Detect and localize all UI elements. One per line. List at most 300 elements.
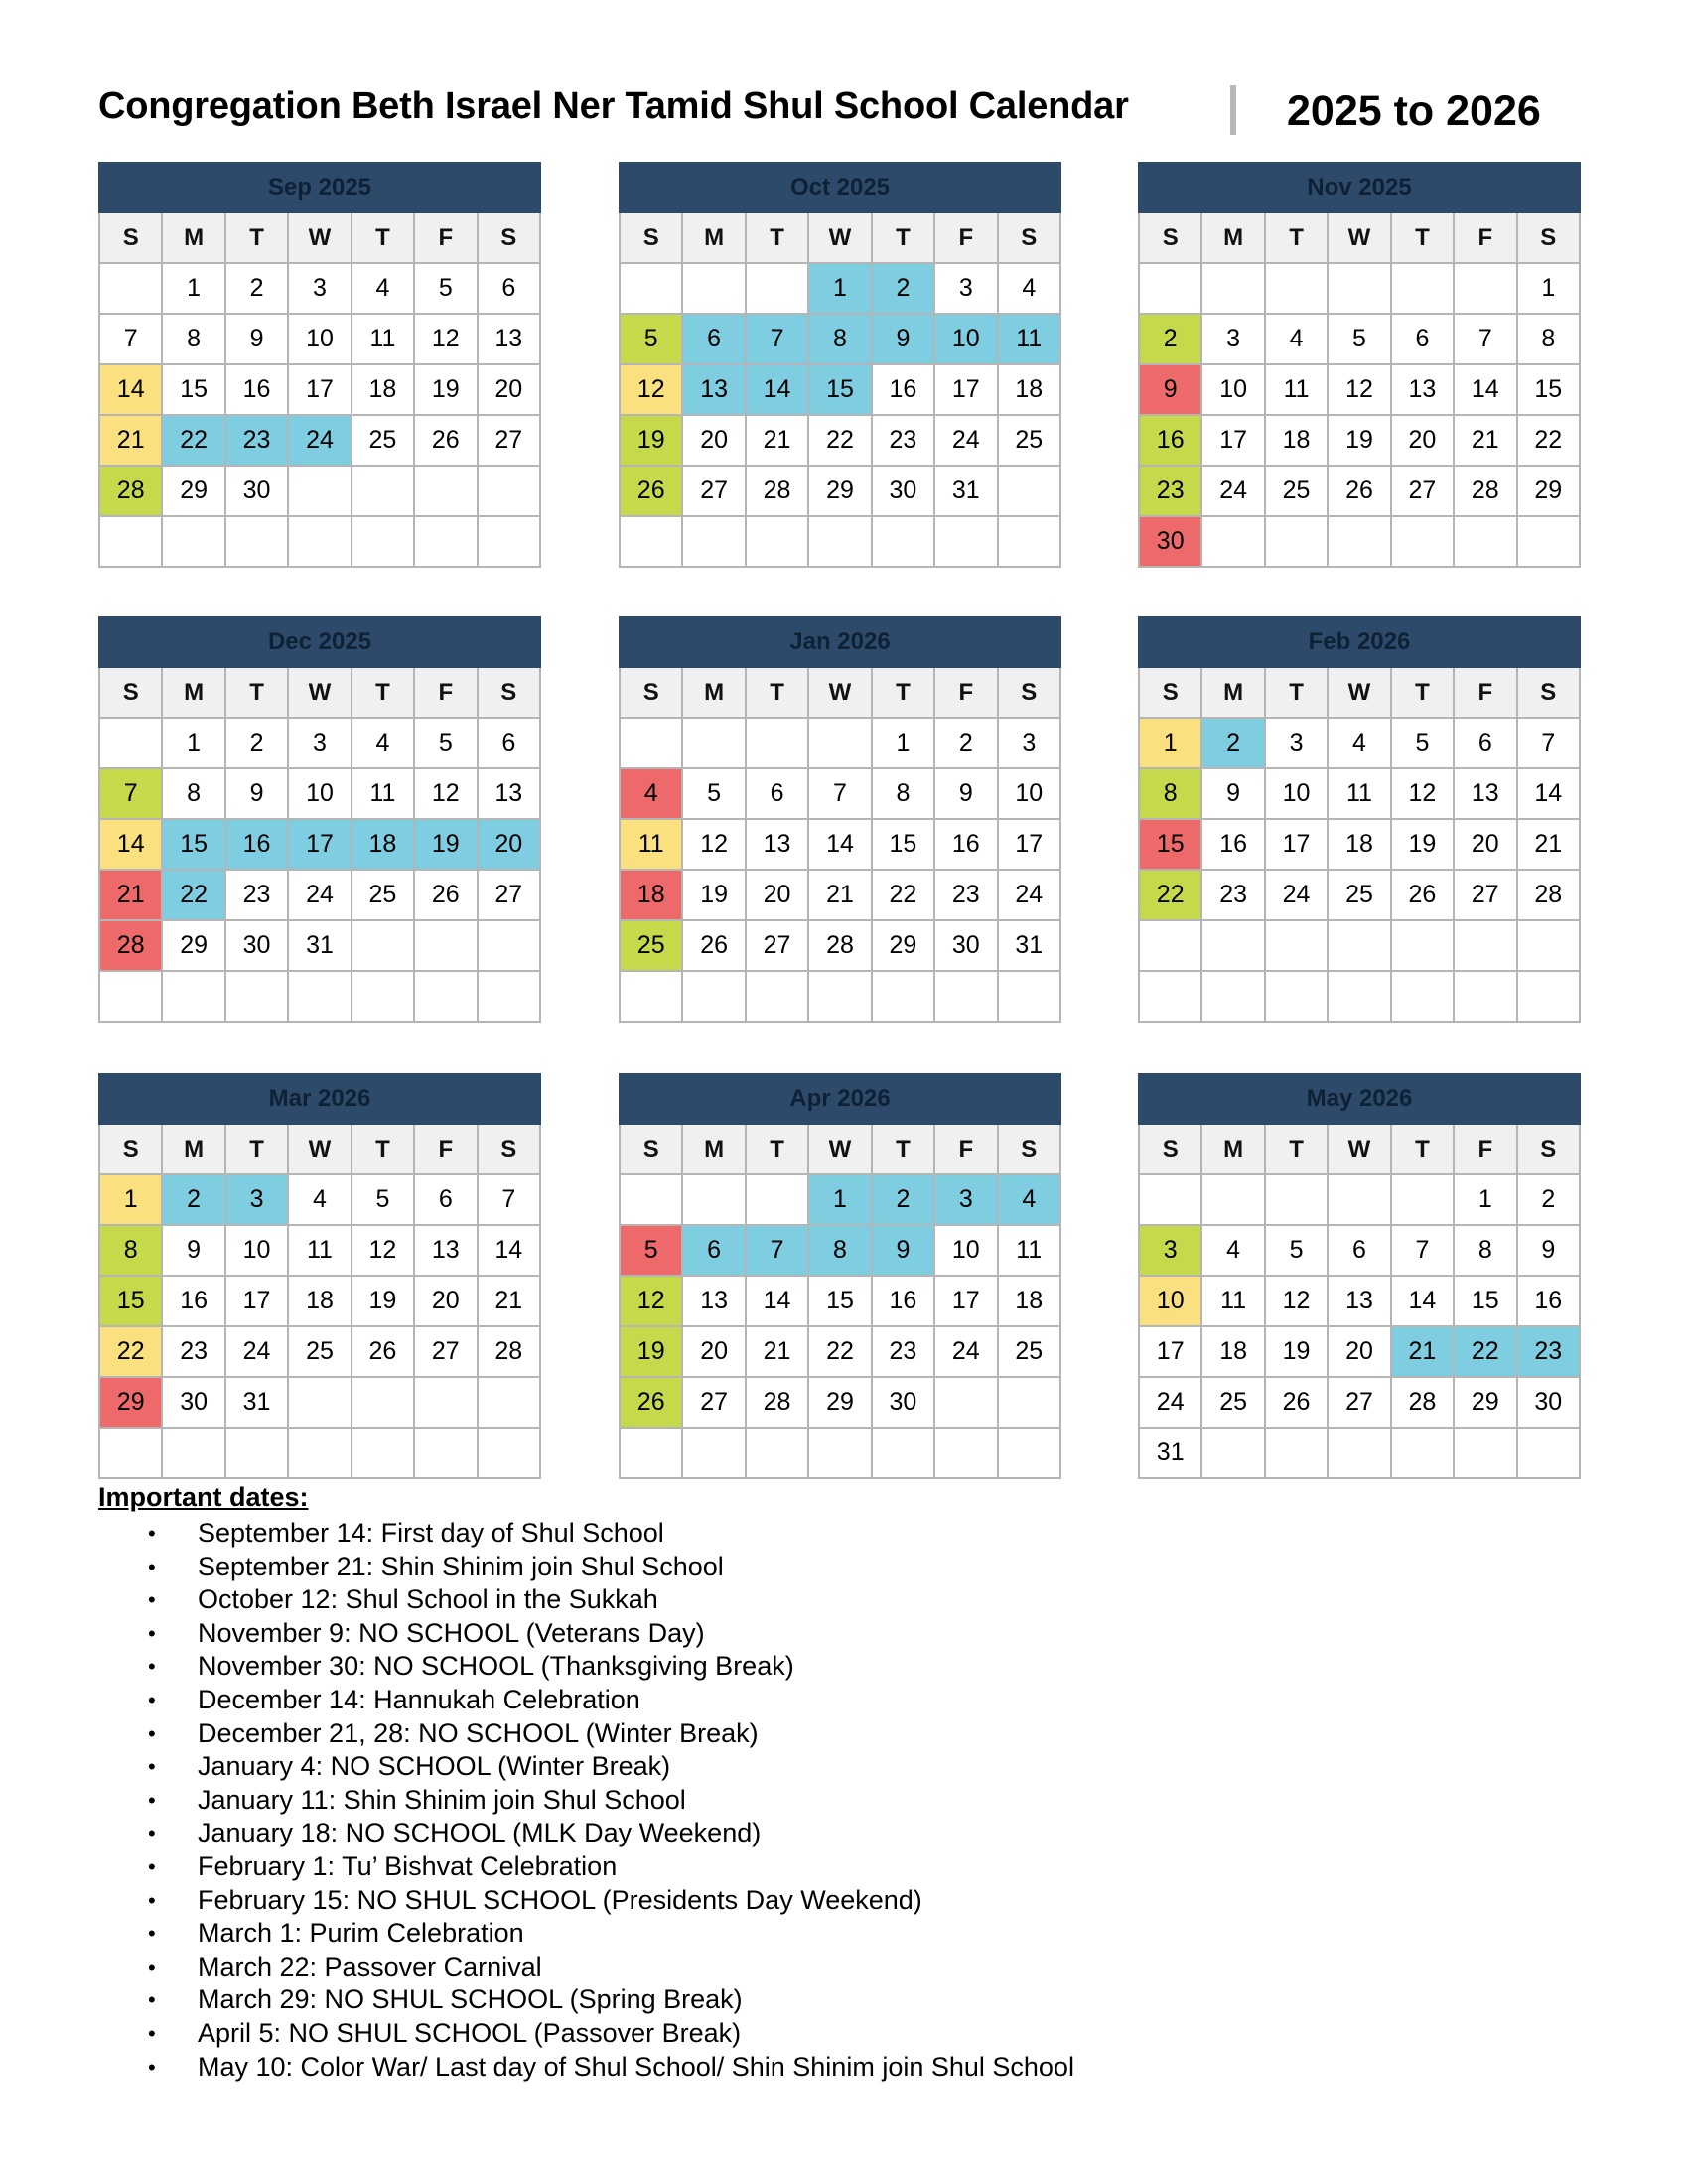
day-cell: 27	[478, 415, 540, 466]
week-row	[99, 971, 540, 1022]
day-cell: 13	[1454, 768, 1516, 819]
day-cell: 6	[682, 1225, 745, 1276]
empty-cell	[998, 1428, 1060, 1478]
day-cell: 19	[682, 870, 745, 920]
day-cell: 19	[620, 415, 682, 466]
empty-cell	[1201, 920, 1264, 971]
day-cell: 16	[1201, 819, 1264, 870]
day-cell: 19	[1265, 1326, 1328, 1377]
bullet-icon: •	[148, 1620, 156, 1646]
empty-cell	[872, 1428, 934, 1478]
weekday-header: T	[1265, 212, 1328, 263]
empty-cell	[478, 920, 540, 971]
day-cell: 1	[808, 1174, 871, 1225]
day-cell: 18	[352, 819, 414, 870]
important-date-text: January 18: NO SCHOOL (MLK Day Weekend)	[198, 1818, 762, 1848]
weekday-header: F	[1454, 1124, 1516, 1174]
day-cell: 28	[746, 466, 808, 516]
empty-cell	[1517, 971, 1580, 1022]
day-cell: 16	[872, 1276, 934, 1326]
empty-cell	[414, 1428, 477, 1478]
weekday-header: M	[682, 667, 745, 718]
day-cell: 5	[414, 718, 477, 768]
day-cell: 8	[162, 768, 224, 819]
day-cell: 15	[162, 364, 224, 415]
day-cell: 15	[872, 819, 934, 870]
day-cell: 18	[620, 870, 682, 920]
day-cell: 18	[352, 364, 414, 415]
important-date-text: April 5: NO SHUL SCHOOL (Passover Break)	[198, 2017, 742, 2048]
day-cell: 22	[162, 415, 224, 466]
day-cell: 9	[1517, 1225, 1580, 1276]
weekday-header: S	[478, 667, 540, 718]
day-cell: 4	[620, 768, 682, 819]
important-date-text: September 14: First day of Shul School	[198, 1518, 664, 1548]
week-row	[620, 870, 1060, 920]
day-cell: 27	[682, 1377, 745, 1428]
week-row	[99, 768, 540, 819]
day-cell: 13	[478, 768, 540, 819]
weekday-header: T	[1391, 212, 1454, 263]
day-cell: 6	[478, 263, 540, 314]
week-row	[99, 1377, 540, 1428]
empty-cell	[1454, 971, 1516, 1022]
day-cell: 19	[414, 819, 477, 870]
week-row	[99, 466, 540, 516]
empty-cell	[1201, 971, 1264, 1022]
day-cell: 23	[225, 415, 288, 466]
empty-cell	[352, 1377, 414, 1428]
day-cell: 11	[352, 314, 414, 364]
day-cell: 5	[1391, 718, 1454, 768]
month-calendar	[619, 616, 1061, 1023]
weekday-header: M	[162, 1124, 224, 1174]
day-cell: 1	[1454, 1174, 1516, 1225]
day-cell: 2	[934, 718, 997, 768]
weekday-header: S	[620, 1124, 682, 1174]
empty-cell	[620, 263, 682, 314]
day-cell: 9	[872, 1225, 934, 1276]
day-cell: 10	[934, 314, 997, 364]
day-cell: 7	[1517, 718, 1580, 768]
month-calendar	[98, 616, 541, 1023]
day-cell: 27	[1391, 466, 1454, 516]
day-cell: 19	[352, 1276, 414, 1326]
day-cell: 1	[99, 1174, 162, 1225]
empty-cell	[478, 1377, 540, 1428]
day-cell: 27	[1328, 1377, 1390, 1428]
important-date-text: January 11: Shin Shinim join Shul School	[198, 1784, 686, 1815]
day-cell: 16	[1517, 1276, 1580, 1326]
weekday-header: T	[225, 667, 288, 718]
empty-cell	[1517, 1428, 1580, 1478]
week-row	[620, 415, 1060, 466]
day-cell: 13	[746, 819, 808, 870]
day-cell: 14	[746, 1276, 808, 1326]
day-cell: 2	[872, 1174, 934, 1225]
day-cell: 28	[1517, 870, 1580, 920]
day-cell: 24	[1139, 1377, 1201, 1428]
important-date-item	[98, 1750, 1074, 1784]
day-cell: 25	[1265, 466, 1328, 516]
empty-cell	[1201, 1428, 1264, 1478]
day-cell: 15	[1139, 819, 1201, 870]
day-cell: 10	[1265, 768, 1328, 819]
day-cell: 9	[225, 314, 288, 364]
empty-cell	[1139, 263, 1201, 314]
day-cell: 4	[352, 263, 414, 314]
month-header: Apr 2026	[620, 1074, 1060, 1124]
month-header: Mar 2026	[99, 1074, 540, 1124]
day-cell: 9	[1201, 768, 1264, 819]
day-cell: 4	[1201, 1225, 1264, 1276]
weekday-header: S	[620, 212, 682, 263]
month-calendar	[98, 162, 541, 568]
empty-cell	[1328, 1428, 1390, 1478]
weekday-header: T	[1391, 667, 1454, 718]
day-cell: 2	[225, 263, 288, 314]
week-row	[1139, 263, 1580, 314]
empty-cell	[288, 1377, 351, 1428]
bullet-icon: •	[148, 1554, 156, 1579]
weekday-header: T	[1391, 1124, 1454, 1174]
day-cell: 27	[478, 870, 540, 920]
title-divider	[1230, 85, 1236, 135]
day-cell: 29	[1517, 466, 1580, 516]
weekday-header: S	[1517, 1124, 1580, 1174]
day-cell: 3	[1201, 314, 1264, 364]
day-cell: 3	[225, 1174, 288, 1225]
empty-cell	[352, 516, 414, 567]
day-cell: 11	[998, 314, 1060, 364]
week-row	[1139, 314, 1580, 364]
day-cell: 17	[934, 364, 997, 415]
day-cell: 5	[1328, 314, 1390, 364]
day-cell: 22	[808, 415, 871, 466]
important-dates-title: Important dates:	[98, 1482, 309, 1512]
empty-cell	[352, 971, 414, 1022]
weekday-header: T	[746, 212, 808, 263]
day-cell: 25	[352, 415, 414, 466]
week-row	[1139, 364, 1580, 415]
important-date-text: February 15: NO SHUL SCHOOL (Presidents Day Weekend)	[198, 1884, 922, 1915]
empty-cell	[162, 971, 224, 1022]
day-cell: 13	[478, 314, 540, 364]
day-cell: 20	[478, 364, 540, 415]
day-cell: 17	[288, 819, 351, 870]
empty-cell	[478, 516, 540, 567]
day-cell: 7	[746, 314, 808, 364]
empty-cell	[162, 516, 224, 567]
empty-cell	[1391, 1174, 1454, 1225]
day-cell: 20	[746, 870, 808, 920]
important-date-text: September 21: Shin Shinim join Shul School	[198, 1551, 724, 1581]
empty-cell	[998, 516, 1060, 567]
day-cell: 18	[1328, 819, 1390, 870]
day-cell: 17	[934, 1276, 997, 1326]
day-cell: 21	[478, 1276, 540, 1326]
weekday-header: W	[808, 1124, 871, 1174]
day-cell: 25	[998, 415, 1060, 466]
day-cell: 15	[1517, 364, 1580, 415]
empty-cell	[414, 920, 477, 971]
day-cell: 24	[288, 870, 351, 920]
weekday-header: F	[934, 1124, 997, 1174]
week-row	[1139, 920, 1580, 971]
day-cell: 13	[1328, 1276, 1390, 1326]
empty-cell	[352, 1428, 414, 1478]
week-row	[99, 263, 540, 314]
day-cell: 8	[99, 1225, 162, 1276]
weekday-header: T	[352, 667, 414, 718]
empty-cell	[352, 466, 414, 516]
empty-cell	[620, 1174, 682, 1225]
day-cell: 1	[162, 718, 224, 768]
day-cell: 8	[162, 314, 224, 364]
day-cell: 17	[1139, 1326, 1201, 1377]
month-calendar	[619, 162, 1061, 568]
week-row	[620, 516, 1060, 567]
day-cell: 31	[934, 466, 997, 516]
day-cell: 4	[1328, 718, 1390, 768]
day-cell: 21	[99, 870, 162, 920]
day-cell: 3	[934, 263, 997, 314]
day-cell: 14	[746, 364, 808, 415]
empty-cell	[1265, 920, 1328, 971]
bullet-icon: •	[148, 1821, 156, 1846]
day-cell: 6	[1454, 718, 1516, 768]
day-cell: 29	[162, 920, 224, 971]
day-cell: 14	[1391, 1276, 1454, 1326]
important-date-item	[98, 2017, 1074, 2051]
day-cell: 28	[99, 920, 162, 971]
empty-cell	[1265, 971, 1328, 1022]
bullet-icon: •	[148, 1987, 156, 2013]
day-cell: 26	[1391, 870, 1454, 920]
weekday-header: W	[1328, 212, 1390, 263]
day-cell: 25	[1201, 1377, 1264, 1428]
empty-cell	[808, 1428, 871, 1478]
weekday-header: S	[1139, 1124, 1201, 1174]
day-cell: 24	[288, 415, 351, 466]
bullet-icon: •	[148, 1787, 156, 1813]
day-cell: 1	[1139, 718, 1201, 768]
weekday-header: S	[478, 1124, 540, 1174]
empty-cell	[478, 466, 540, 516]
important-date-text: March 29: NO SHUL SCHOOL (Spring Break)	[198, 1984, 743, 2015]
month-calendar	[1138, 1073, 1581, 1479]
day-cell: 15	[808, 364, 871, 415]
day-cell: 11	[1201, 1276, 1264, 1326]
day-cell: 26	[620, 1377, 682, 1428]
empty-cell	[1139, 971, 1201, 1022]
week-row	[99, 516, 540, 567]
empty-cell	[682, 971, 745, 1022]
day-cell: 21	[1517, 819, 1580, 870]
empty-cell	[288, 1428, 351, 1478]
day-cell: 28	[99, 466, 162, 516]
day-cell: 1	[808, 263, 871, 314]
empty-cell	[288, 466, 351, 516]
day-cell: 11	[288, 1225, 351, 1276]
empty-cell	[1265, 263, 1328, 314]
empty-cell	[1454, 516, 1516, 567]
day-cell: 8	[872, 768, 934, 819]
day-cell: 24	[934, 1326, 997, 1377]
weekday-header: F	[414, 667, 477, 718]
day-cell: 4	[288, 1174, 351, 1225]
day-cell: 20	[1328, 1326, 1390, 1377]
day-cell: 22	[1139, 870, 1201, 920]
week-row	[620, 768, 1060, 819]
weekday-header: S	[998, 667, 1060, 718]
bullet-icon: •	[148, 1887, 156, 1913]
weekday-header: M	[1201, 212, 1264, 263]
empty-cell	[808, 971, 871, 1022]
week-row	[1139, 1276, 1580, 1326]
important-dates-list	[98, 1517, 1074, 2084]
week-row	[1139, 870, 1580, 920]
day-cell: 25	[620, 920, 682, 971]
day-cell: 8	[808, 314, 871, 364]
empty-cell	[1201, 516, 1264, 567]
empty-cell	[225, 971, 288, 1022]
month-header: Oct 2025	[620, 163, 1060, 212]
empty-cell	[1328, 971, 1390, 1022]
weekday-header: S	[1517, 667, 1580, 718]
day-cell: 3	[934, 1174, 997, 1225]
week-row	[99, 1428, 540, 1478]
day-cell: 7	[1454, 314, 1516, 364]
empty-cell	[1139, 1174, 1201, 1225]
bullet-icon: •	[148, 1754, 156, 1780]
important-date-text: December 14: Hannukah Celebration	[198, 1684, 640, 1714]
day-cell: 1	[1517, 263, 1580, 314]
empty-cell	[162, 1428, 224, 1478]
day-cell: 19	[1328, 415, 1390, 466]
weekday-header: M	[162, 212, 224, 263]
day-cell: 16	[225, 819, 288, 870]
day-cell: 18	[288, 1276, 351, 1326]
day-cell: 14	[99, 364, 162, 415]
empty-cell	[99, 516, 162, 567]
bullet-icon: •	[148, 2020, 156, 2046]
day-cell: 15	[1454, 1276, 1516, 1326]
empty-cell	[99, 718, 162, 768]
month-calendar	[98, 1073, 541, 1479]
day-cell: 8	[1139, 768, 1201, 819]
month-header: Nov 2025	[1139, 163, 1580, 212]
day-cell: 18	[998, 1276, 1060, 1326]
day-cell: 14	[99, 819, 162, 870]
week-row	[620, 718, 1060, 768]
day-cell: 5	[1265, 1225, 1328, 1276]
empty-cell	[1328, 920, 1390, 971]
empty-cell	[1391, 971, 1454, 1022]
month-header: Dec 2025	[99, 617, 540, 667]
week-row	[620, 263, 1060, 314]
bullet-icon: •	[148, 1587, 156, 1613]
day-cell: 4	[1265, 314, 1328, 364]
weekday-header: T	[872, 1124, 934, 1174]
week-row	[99, 1225, 540, 1276]
day-cell: 14	[1454, 364, 1516, 415]
empty-cell	[1454, 920, 1516, 971]
empty-cell	[1265, 1428, 1328, 1478]
empty-cell	[872, 971, 934, 1022]
day-cell: 31	[225, 1377, 288, 1428]
empty-cell	[998, 971, 1060, 1022]
day-cell: 21	[808, 870, 871, 920]
empty-cell	[99, 971, 162, 1022]
empty-cell	[288, 971, 351, 1022]
week-row	[1139, 819, 1580, 870]
day-cell: 20	[414, 1276, 477, 1326]
day-cell: 16	[225, 364, 288, 415]
empty-cell	[1328, 516, 1390, 567]
day-cell: 19	[1391, 819, 1454, 870]
week-row	[99, 314, 540, 364]
bullet-icon: •	[148, 1954, 156, 1979]
day-cell: 3	[998, 718, 1060, 768]
day-cell: 18	[998, 364, 1060, 415]
day-cell: 12	[352, 1225, 414, 1276]
month-calendar	[619, 1073, 1061, 1479]
important-date-text: November 9: NO SCHOOL (Veterans Day)	[198, 1617, 705, 1648]
day-cell: 9	[162, 1225, 224, 1276]
empty-cell	[620, 971, 682, 1022]
day-cell: 30	[1517, 1377, 1580, 1428]
day-cell: 25	[998, 1326, 1060, 1377]
day-cell: 11	[998, 1225, 1060, 1276]
day-cell: 22	[162, 870, 224, 920]
important-date-item	[98, 1684, 1074, 1717]
day-cell: 6	[1328, 1225, 1390, 1276]
weekday-header: W	[288, 1124, 351, 1174]
week-row	[99, 1174, 540, 1225]
weekday-header: S	[998, 1124, 1060, 1174]
weekday-header: F	[934, 212, 997, 263]
weekday-header: S	[99, 212, 162, 263]
weekday-header: T	[352, 212, 414, 263]
weekday-header: W	[808, 212, 871, 263]
day-cell: 26	[620, 466, 682, 516]
empty-cell	[1391, 920, 1454, 971]
empty-cell	[1328, 263, 1390, 314]
empty-cell	[746, 1428, 808, 1478]
empty-cell	[414, 466, 477, 516]
day-cell: 29	[162, 466, 224, 516]
day-cell: 3	[1265, 718, 1328, 768]
weekday-header: M	[682, 212, 745, 263]
day-cell: 2	[225, 718, 288, 768]
day-cell: 27	[414, 1326, 477, 1377]
week-row	[1139, 1326, 1580, 1377]
day-cell: 5	[414, 263, 477, 314]
weekday-header: T	[872, 212, 934, 263]
empty-cell	[872, 516, 934, 567]
weekday-header: S	[620, 667, 682, 718]
weekday-header: T	[1265, 667, 1328, 718]
day-cell: 2	[1139, 314, 1201, 364]
week-row	[99, 1326, 540, 1377]
day-cell: 12	[620, 1276, 682, 1326]
empty-cell	[225, 516, 288, 567]
week-row	[620, 1377, 1060, 1428]
empty-cell	[1391, 263, 1454, 314]
day-cell: 23	[872, 415, 934, 466]
empty-cell	[1517, 920, 1580, 971]
